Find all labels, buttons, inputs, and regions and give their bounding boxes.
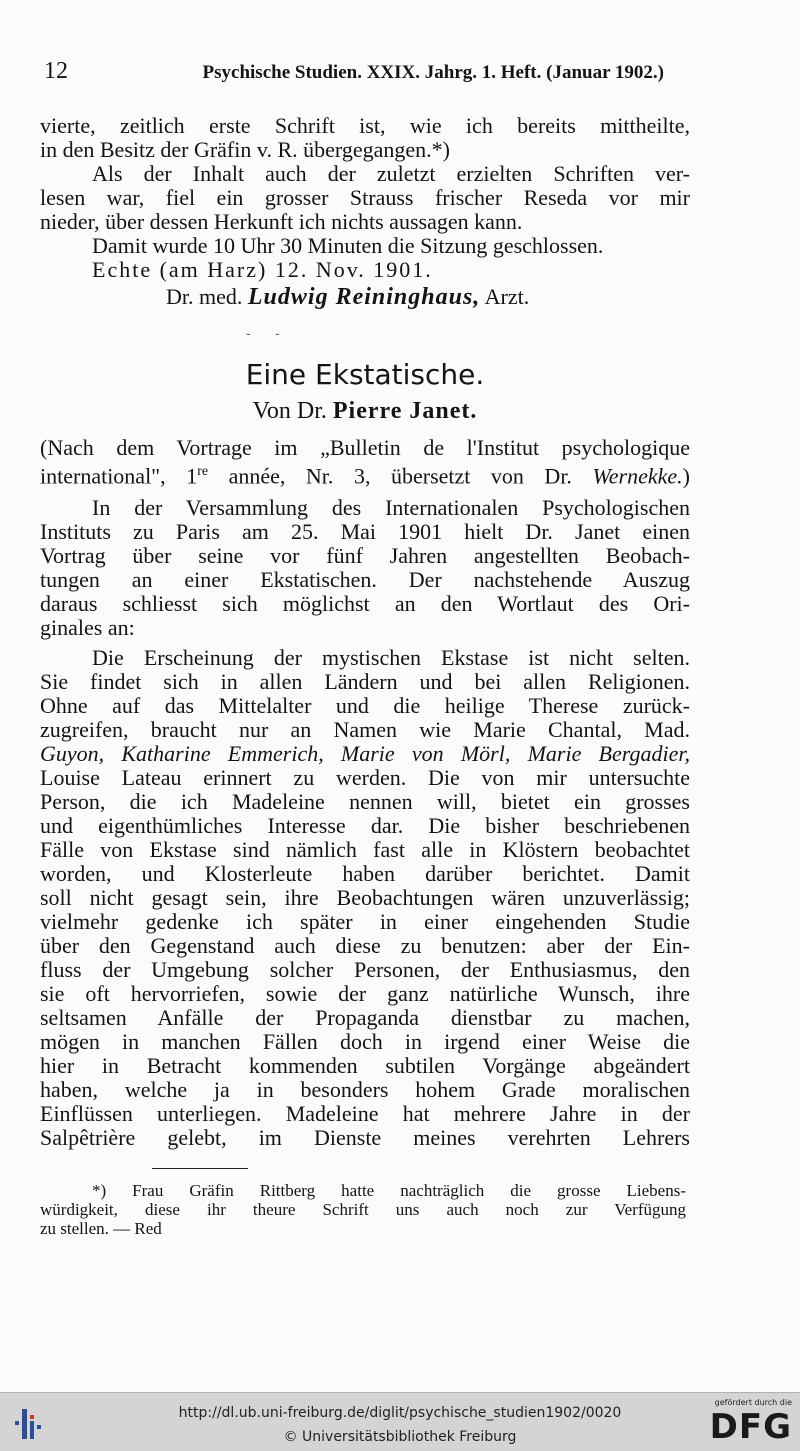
text-line: Einflüssen unterliegen. Madeleine hat mehrere Jahre in der xyxy=(40,1101,690,1126)
place-date-line: Echte (am Harz) 12. Nov. 1901. xyxy=(92,257,433,282)
article-title: Eine Ekstatische. xyxy=(245,358,485,391)
text-line: und eigenthümliches Interesse dar. Die bisher beschriebenen xyxy=(40,813,690,838)
text-line: soll nicht gesagt sein, ihre Beobachtungen wären unzuverlässig; xyxy=(40,885,690,910)
permalink-url[interactable]: http://dl.ub.uni-freiburg.de/diglit/psychische_studien1902/0020 xyxy=(178,1405,622,1421)
text-line: mögen in manchen Fällen doch in irgend einer Weise die xyxy=(40,1029,690,1054)
text-line: In der Versammlung des Internationalen Psychologischen xyxy=(92,495,690,520)
text-line: Vortrag über seine vor fünf Jahren angestellten Beobach- xyxy=(40,543,690,568)
text-line: haben, welche ja in besonders hohem Grade moralischen xyxy=(40,1077,690,1102)
dfg-tagline: gefördert durch die xyxy=(714,1398,792,1407)
translator-name: Wernekke. xyxy=(592,463,683,489)
text-line: seltsamen Anfälle der Propaganda dienstbar zu machen, xyxy=(40,1005,690,1030)
text-line: tungen an einer Ekstatischen. Der nachstehende Auszug xyxy=(40,567,690,592)
text-line: Als der Inhalt auch der zuletzt erzielten Schriften ver- xyxy=(92,161,690,186)
text-line: Instituts zu Paris am 25. Mai 1901 hielt Dr. Janet einen xyxy=(40,519,690,544)
text-line: worden, und Klosterleute haben darüber berichtet. Damit xyxy=(40,861,690,886)
text-line: Louise Lateau erinnert zu werden. Die von mir untersuchte xyxy=(40,765,690,790)
dfg-logo: DFG xyxy=(709,1407,792,1447)
signature-line xyxy=(166,284,529,311)
text-line: zugreifen, braucht nur an Namen wie Marie Chantal, Mad. xyxy=(40,717,690,742)
text-line: Fälle von Ekstase sind nämlich fast alle in Klöstern beobachtet xyxy=(40,837,690,862)
source-text: année, Nr. 3, übersetzt von Dr. xyxy=(208,463,593,489)
text-line: daraus schliesst sich möglichst an den Wortlaut des Ori- xyxy=(40,591,690,616)
superscript: re xyxy=(197,464,209,479)
running-header xyxy=(44,58,664,85)
text-line: in den Besitz der Gräfin v. R. übergegangen.*) xyxy=(40,137,450,162)
source-note-line xyxy=(40,460,690,488)
text-line: Damit wurde 10 Uhr 30 Minuten die Sitzung geschlossen. xyxy=(92,233,604,258)
text-line: hier in Betracht kommenden subtilen Vorgänge abgeändert xyxy=(40,1053,690,1078)
text-line: Salpêtrière gelebt, im Dienste meines verehrten Lehrers xyxy=(40,1125,690,1150)
viewer-footer xyxy=(0,1392,800,1451)
text-line: vielmehr gedenke ich später in einer eingehenden Studie xyxy=(40,909,690,934)
text-line: Die Erscheinung der mystischen Ekstase ist nicht selten. xyxy=(92,645,690,670)
signature-suffix: Arzt. xyxy=(484,284,530,309)
copyright-notice: © Universitätsbibliothek Freiburg xyxy=(283,1429,517,1445)
text-line: ginales an: xyxy=(40,615,135,640)
signature-name: Ludwig Reininghaus, xyxy=(247,284,481,310)
footnote-line: würdigkeit, diese ihr theure Schrift uns auch noch zur Verfügung xyxy=(40,1200,686,1219)
text-line: fluss der Umgebung solcher Personen, der Enthusiasmus, den xyxy=(40,957,690,982)
footnote-line: *) Frau Gräfin Rittberg hatte nachträglich die grosse Liebens- xyxy=(92,1181,686,1200)
text-line: nieder, über dessen Herkunft ich nichts aussagen kann. xyxy=(40,209,523,234)
source-text: ) xyxy=(682,463,690,489)
text-line: über den Gegenstand auch diese zu benutzen: aber der Ein- xyxy=(40,933,690,958)
text-line: Guyon, Katharine Emmerich, Marie von Mörl, Marie Bergadier, xyxy=(40,741,690,766)
article-author xyxy=(0,398,730,425)
source-text: international", 1 xyxy=(40,463,198,489)
running-title: Psychische Studien. XXIX. Jahrg. 1. Heft. (Januar 1902.) xyxy=(202,62,664,83)
text-line: lesen war, fiel ein grosser Strauss frischer Reseda vor mir xyxy=(40,185,690,210)
source-note-line: (Nach dem Vortrage im „Bulletin de l'Institut psychologique xyxy=(40,435,690,460)
signature-prefix: Dr. med. xyxy=(166,284,243,309)
author-prefix: Von Dr. xyxy=(252,398,327,424)
text-line: Person, die ich Madeleine nennen will, bietet ein grosses xyxy=(40,789,690,814)
text-line: Ohne auf das Mittelalter und die heilige Therese zurück- xyxy=(40,693,690,718)
text-line: sie oft hervorriefen, sowie der ganz natürliche Wunsch, ihre xyxy=(40,981,690,1006)
section-separator: - - xyxy=(246,326,290,342)
page-number: 12 xyxy=(44,58,68,84)
footnote-rule xyxy=(152,1168,248,1169)
text-line: vierte, zeitlich erste Schrift ist, wie ich bereits mittheilte, xyxy=(40,113,690,138)
text-line: Sie findet sich in allen Ländern und bei allen Religionen. xyxy=(40,669,690,694)
footnote-line: zu stellen. — Red xyxy=(40,1219,162,1238)
author-name: Pierre Janet. xyxy=(332,398,478,424)
